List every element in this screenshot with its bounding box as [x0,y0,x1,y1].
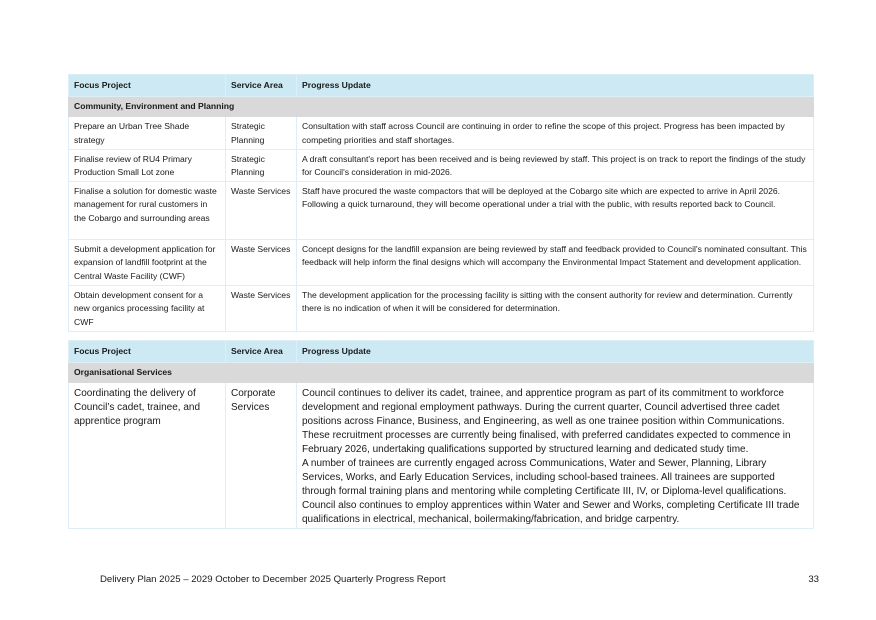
cell-focus-project: Coordinating the delivery of Council’s cadet, trainee, and apprentice program [69,383,226,529]
cell-focus-project: Finalise a solution for domestic waste management for rural customers in the Cobargo and surrounding areas [69,182,226,240]
cell-progress-update [297,117,814,149]
progress-paragraph: Consultation with staff across Council are continuing in order to refine the scope of this project. Progress has been impacted by competing priorities and staff shortages. [302,121,785,145]
progress-paragraph: A draft consultant's report has been received and is being reviewed by staff. This project is on track to report the findings of the study for Council's consideration in mid-2026. [302,153,806,178]
cell-progress-update [297,240,814,286]
table-row [69,149,814,181]
column-header-focus-project: Focus Project [69,75,226,97]
column-header-service-area: Service Area [226,341,297,363]
progress-paragraph: Concept designs for the landfill expansion are being reviewed by staff and feedback provided to Council's nominated consultant. This feedback will help inform the final designs which will accompany the Environmental Impact Statement and development application. [302,244,807,268]
progress-table-organisational [68,340,814,529]
cell-progress-update [297,383,814,529]
progress-paragraph: Council also continues to employ apprentices within Water and Sewer and Works, completing Certificate III trade qualifications in electrical, mechanical, boilermaking/fabrication, and bridge carpentry. [302,499,800,525]
column-header-service-area: Service Area [226,75,297,97]
footer-title: Delivery Plan 2025 – 2029 October to December 2025 Quarterly Progress Report [100,574,446,585]
progress-paragraph: The development application for the processing facility is sitting with the consent authority for review and determination. Currently there is no indication of when it will be considered for determination. [302,290,793,314]
cell-focus-project: Prepare an Urban Tree Shade strategy [69,117,226,149]
cell-service-area: Strategic Planning [226,149,297,181]
table-body [69,363,814,529]
table-row [69,383,814,529]
section-title: Organisational Services [69,363,814,383]
cell-progress-update [297,149,814,181]
cell-progress-update [297,286,814,332]
progress-paragraph: A number of trainees are currently engaged across Communications, Water and Sewer, Planning, Library Services, Works, and Early Education Services, including school-based trainees. All trainees are supported through formal training plans and mentoring while completing Certificate III, IV, or Diploma-level qualifications. [302,457,787,497]
page-footer [100,574,819,585]
cell-service-area: Waste Services [226,286,297,332]
cell-service-area: Corporate Services [226,383,297,529]
cell-focus-project: Finalise review of RU4 Primary Production Small Lot zone [69,149,226,181]
cell-focus-project: Submit a development application for expansion of landfill footprint at the Central Waste Facility (CWF) [69,240,226,286]
table-row [69,240,814,286]
column-header-progress-update: Progress Update [297,75,814,97]
cell-progress-update [297,182,814,240]
cell-focus-project: Obtain development consent for a new organics processing facility at CWF [69,286,226,332]
cell-service-area: Strategic Planning [226,117,297,149]
progress-paragraph: Council continues to deliver its cadet, trainee, and apprentice program as part of its commitment to workforce development and regional employment pathways. During the current quarter, Council advertised three cadet positions across Finance, Business, and Engineering, as well as one trainee position within Communications. These recruitment processes are currently being finalised, with preferred candidates expected to commence in February 2026, undertaking qualifications supported by structured learning and dedicated study time. [302,388,791,456]
page-number: 33 [808,574,819,585]
column-header-focus-project: Focus Project [69,341,226,363]
section-row [69,97,814,117]
table-row [69,182,814,240]
table-body [69,97,814,332]
table-row [69,286,814,332]
cell-service-area: Waste Services [226,240,297,286]
table-header-row [69,341,814,363]
column-header-progress-update: Progress Update [297,341,814,363]
section-title: Community, Environment and Planning [69,97,814,117]
table-header-row [69,75,814,97]
progress-paragraph: Staff have procured the waste compactors that will be deployed at the Cobargo site which are expected to arrive in April 2026. Following a quick turnaround, they will become operational under a trial with the public, with results reported back to Council. [302,186,781,210]
section-row [69,363,814,383]
progress-table-community [68,74,814,332]
table-row [69,117,814,149]
cell-service-area: Waste Services [226,182,297,240]
